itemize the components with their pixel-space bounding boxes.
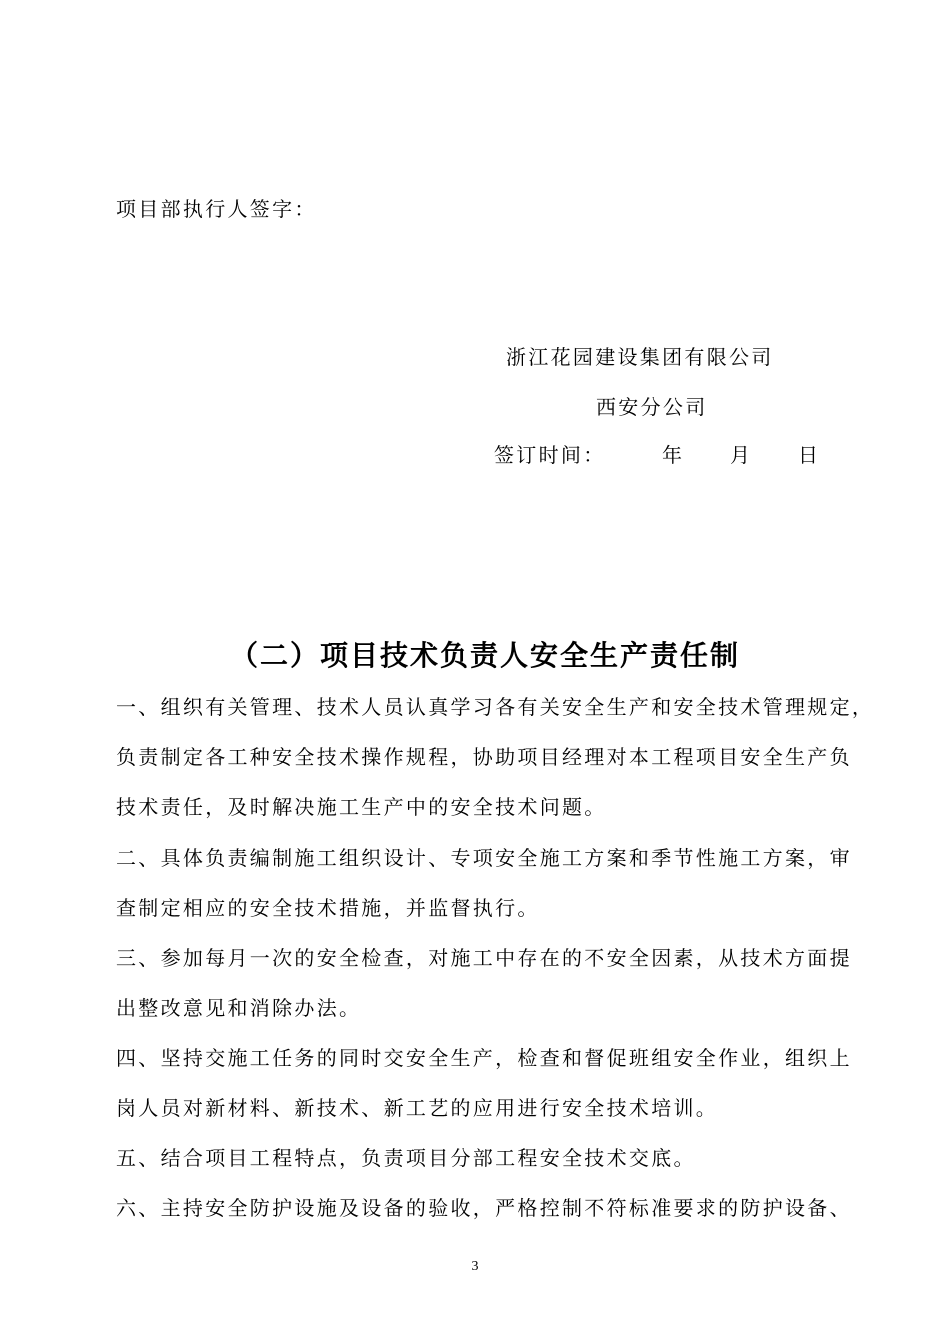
page-number: 3 bbox=[471, 1259, 479, 1274]
body-line: 三、参加每月一次的安全检查，对施工中存在的不安全因素，从技术方面提 bbox=[116, 946, 852, 970]
body-line: 出整改意见和消除办法。 bbox=[116, 996, 362, 1020]
body-line: 四、坚持交施工任务的同时交安全生产，检查和督促班组安全作业，组织上 bbox=[116, 1046, 852, 1070]
signing-date-year-label: 年 bbox=[662, 443, 685, 467]
signing-date-month-label: 月 bbox=[730, 443, 753, 467]
body-line: 一、组织有关管理、技术人员认真学习各有关安全生产和安全技术管理规定， bbox=[116, 695, 875, 719]
signing-date-label: 签订时间： bbox=[494, 443, 606, 467]
body-line: 岗人员对新材料、新技术、新工艺的应用进行安全技术培训。 bbox=[116, 1096, 719, 1120]
signing-date-day-label: 日 bbox=[798, 443, 821, 467]
section-title: （二）项目技术负责人安全生产责任制 bbox=[230, 639, 741, 672]
body-line: 六、主持安全防护设施及设备的验收，严格控制不符标准要求的防护设备、 bbox=[116, 1196, 852, 1220]
body-line: 二、具体负责编制施工组织设计、专项安全施工方案和季节性施工方案，审 bbox=[116, 846, 852, 870]
body-line: 技术责任，及时解决施工生产中的安全技术问题。 bbox=[116, 795, 607, 819]
company-branch: 西安分公司 bbox=[596, 395, 708, 419]
body-line: 负责制定各工种安全技术操作规程，协助项目经理对本工程项目安全生产负 bbox=[116, 745, 852, 769]
company-name: 浙江花园建设集团有限公司 bbox=[506, 345, 774, 369]
body-line: 五、结合项目工程特点，负责项目分部工程安全技术交底。 bbox=[116, 1146, 696, 1170]
body-line: 查制定相应的安全技术措施，并监督执行。 bbox=[116, 896, 540, 920]
executor-signature-label: 项目部执行人签字： bbox=[116, 197, 317, 221]
